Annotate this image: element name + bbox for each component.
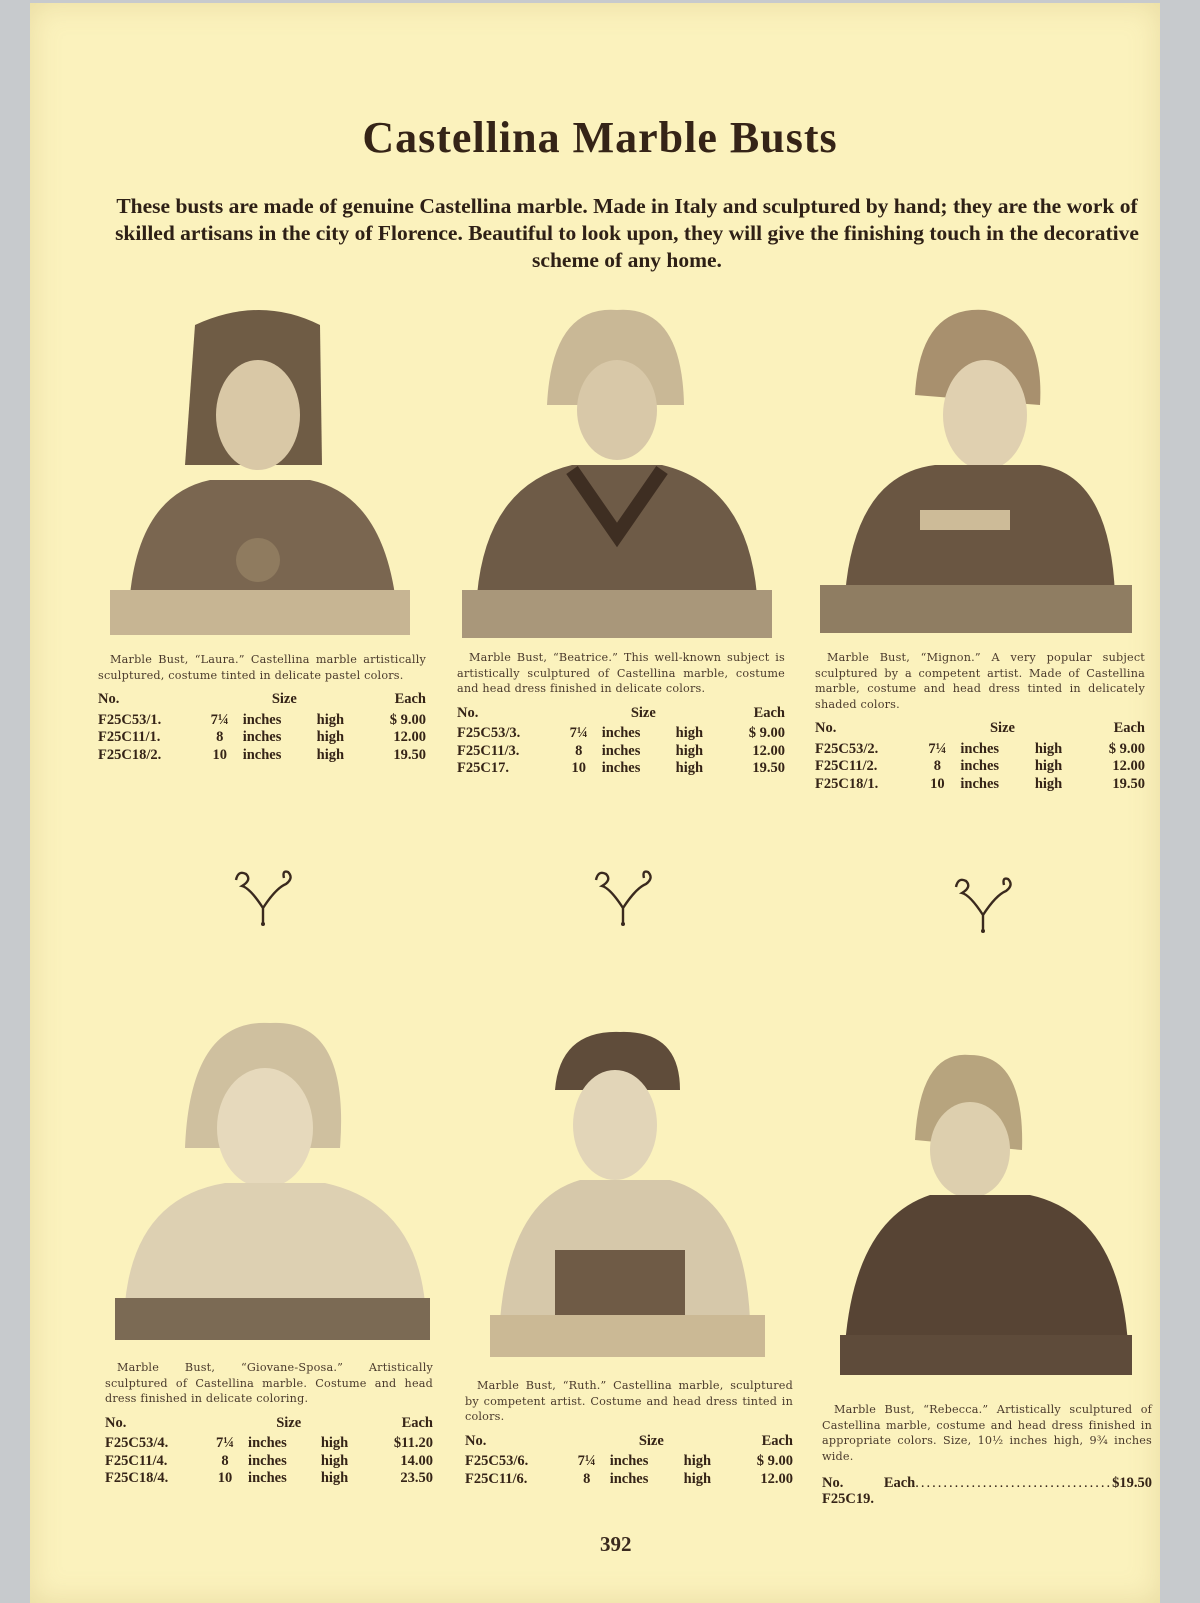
each-label: Each <box>883 1475 916 1491</box>
size-value: 8 <box>583 1470 591 1487</box>
product-description: Marble Bust, “Beatrice.” This well-known subject is artistically sculptured of Castellina marble, costume and head dress finished in delicate colors. <box>457 651 785 695</box>
intro-paragraph: These busts are made of genuine Castellina marble. Made in Italy and sculptured by hand; they are the work of skilled artisans in the city of Florence. Beautiful to look upon, they will give the finishing touch in the decorative scheme of any home. <box>115 194 1139 272</box>
size-value: 7¼ <box>928 740 947 757</box>
product-ruth <box>465 1378 793 1488</box>
item-number: F25C53/2. <box>815 740 879 757</box>
price: 19.50 <box>393 746 426 763</box>
product-description: Marble Bust, “Giovane-Sposa.” Artistically sculptured of Castellina marble. Costume and head dress finished in delicate coloring. <box>105 1361 433 1405</box>
price: $ 9.00 <box>389 711 426 728</box>
size-dimension: high <box>316 729 345 745</box>
price: $ 9.00 <box>756 1453 793 1469</box>
product-giovane-sposa <box>105 1360 433 1488</box>
header-size: Size <box>630 704 656 721</box>
item-number: F25C18/4. <box>105 1470 169 1486</box>
item-number: F25C11/2. <box>815 758 878 774</box>
size-unit: inches <box>609 1470 649 1487</box>
price: 12.00 <box>1112 758 1145 774</box>
product-description: Marble Bust, “Ruth.” Castellina marble, sculptured by competent artist. Costume and head dress tinted in colors. <box>465 1379 793 1423</box>
size-dimension: high <box>675 742 704 759</box>
product-rebecca <box>822 1402 1152 1507</box>
ornament-icon <box>948 875 1018 935</box>
size-unit: inches <box>601 725 641 741</box>
price: 14.00 <box>400 1452 433 1469</box>
product-description: Marble Bust, “Rebecca.” Artistically sculptured of Castellina marble, costume and head dress finished in appropriate colors. Size, 10½ inches high, 9¾ inches wide. <box>822 1403 1152 1463</box>
price: $ 9.00 <box>748 725 785 741</box>
size-value: 7¼ <box>215 1435 235 1451</box>
product-laura <box>98 652 426 764</box>
price: 23.50 <box>400 1470 433 1486</box>
item-number: F25C18/1. <box>815 775 879 792</box>
size-unit: inches <box>248 1452 287 1469</box>
size-unit: inches <box>248 1435 287 1451</box>
size-unit: inches <box>960 740 1000 757</box>
header-size: Size <box>276 1414 302 1431</box>
table-row <box>815 741 1145 759</box>
size-dimension: high <box>675 760 704 776</box>
size-unit: inches <box>242 729 282 745</box>
header-no: No. <box>457 704 479 721</box>
table-row <box>457 743 785 761</box>
item-number: F25C53/6. <box>465 1453 529 1469</box>
table-row <box>457 725 785 743</box>
size-dimension: high <box>316 711 345 728</box>
size-value: 10 <box>571 760 586 776</box>
price: 19.50 <box>1112 775 1145 792</box>
header-no: No. <box>815 720 837 736</box>
header-each: Each <box>761 1432 793 1449</box>
item-number: F25C18/2. <box>98 746 162 763</box>
bust-giovane-sposa-image <box>115 1018 430 1343</box>
item-number: F25C11/6. <box>465 1470 528 1487</box>
header-each: Each <box>753 704 785 721</box>
header-size: Size <box>989 720 1015 736</box>
size-value: 7¼ <box>569 725 588 741</box>
item-number: F25C53/1. <box>98 711 162 728</box>
bust-beatrice-image <box>462 305 772 640</box>
price: 12.00 <box>393 729 426 745</box>
size-value: 8 <box>221 1452 229 1469</box>
page-title: Castellina Marble Busts <box>362 113 838 162</box>
header-each: Each <box>394 691 426 707</box>
size-unit: inches <box>601 742 641 759</box>
header-each: Each <box>401 1414 433 1431</box>
header-size: Size <box>271 691 297 707</box>
header-no: No. <box>98 691 120 707</box>
product-mignon <box>815 650 1145 793</box>
table-row <box>98 729 426 747</box>
size-dimension: high <box>1034 775 1063 792</box>
price: 12.00 <box>752 742 785 759</box>
table-row <box>105 1470 433 1488</box>
size-dimension: high <box>675 725 704 741</box>
table-row <box>98 712 426 730</box>
price: $19.50 <box>1112 1475 1152 1491</box>
item-number: F25C53/3. <box>457 725 521 741</box>
bust-rebecca-image <box>840 1050 1132 1378</box>
size-value: 7¼ <box>577 1453 596 1469</box>
size-dimension: high <box>320 1452 349 1469</box>
price: $11.20 <box>393 1435 433 1451</box>
size-value: 8 <box>575 742 583 759</box>
size-dimension: high <box>1034 758 1063 774</box>
header-each: Each <box>1113 720 1145 736</box>
table-row <box>105 1453 433 1471</box>
table-row <box>457 760 785 778</box>
item-number: No. F25C19. <box>822 1475 874 1507</box>
size-unit: inches <box>242 746 282 763</box>
product-beatrice <box>457 650 785 778</box>
item-number: F25C11/1. <box>98 729 161 745</box>
header-no: No. <box>105 1414 127 1431</box>
table-row <box>98 747 426 765</box>
table-row <box>465 1453 793 1471</box>
table-row <box>105 1435 433 1453</box>
header-size: Size <box>638 1432 664 1449</box>
item-number: F25C17. <box>457 760 509 776</box>
size-dimension: high <box>683 1470 712 1487</box>
header-no: No. <box>465 1432 487 1449</box>
size-unit: inches <box>242 711 282 728</box>
size-dimension: high <box>316 746 345 763</box>
table-row <box>815 776 1145 794</box>
bust-mignon-image <box>820 305 1132 635</box>
size-value: 10 <box>212 746 227 763</box>
size-value: 10 <box>930 775 945 792</box>
size-value: 7¼ <box>210 711 229 728</box>
size-value: 10 <box>217 1470 233 1486</box>
size-unit: inches <box>960 775 1000 792</box>
size-unit: inches <box>601 760 641 776</box>
ornament-icon <box>228 868 298 928</box>
price-line <box>822 1476 1152 1507</box>
table-row <box>815 758 1145 776</box>
price-table <box>465 1433 793 1489</box>
size-value: 8 <box>933 758 942 774</box>
price-table <box>457 705 785 778</box>
price: 19.50 <box>752 760 785 776</box>
size-dimension: high <box>683 1453 712 1469</box>
item-number: F25C11/3. <box>457 742 520 759</box>
price-table <box>105 1415 433 1488</box>
size-dimension: high <box>320 1435 349 1451</box>
item-number: F25C11/4. <box>105 1452 168 1469</box>
leader-dots: ................................... <box>915 1475 1113 1491</box>
price: $ 9.00 <box>1108 740 1145 757</box>
size-unit: inches <box>960 758 1000 774</box>
bust-laura-image <box>110 305 410 637</box>
size-dimension: high <box>1034 740 1063 757</box>
price-table <box>815 720 1145 793</box>
page-number: 392 <box>600 1532 632 1556</box>
price-table <box>98 691 426 764</box>
bust-ruth-image <box>490 1030 765 1358</box>
size-value: 8 <box>216 729 224 745</box>
size-unit: inches <box>248 1470 287 1486</box>
ornament-icon <box>588 868 658 928</box>
product-description: Marble Bust, “Mignon.” A very popular subject sculptured by a competent artist. Made of Castellina marble, costume and head dress tinted in delicately shaded colors. <box>815 651 1145 711</box>
price: 12.00 <box>760 1470 793 1487</box>
product-description: Marble Bust, “Laura.” Castellina marble artistically sculptured, costume tinted in delicate pastel colors. <box>98 653 426 682</box>
size-dimension: high <box>320 1470 349 1486</box>
size-unit: inches <box>609 1453 649 1469</box>
item-number: F25C53/4. <box>105 1435 169 1451</box>
table-row <box>465 1471 793 1489</box>
